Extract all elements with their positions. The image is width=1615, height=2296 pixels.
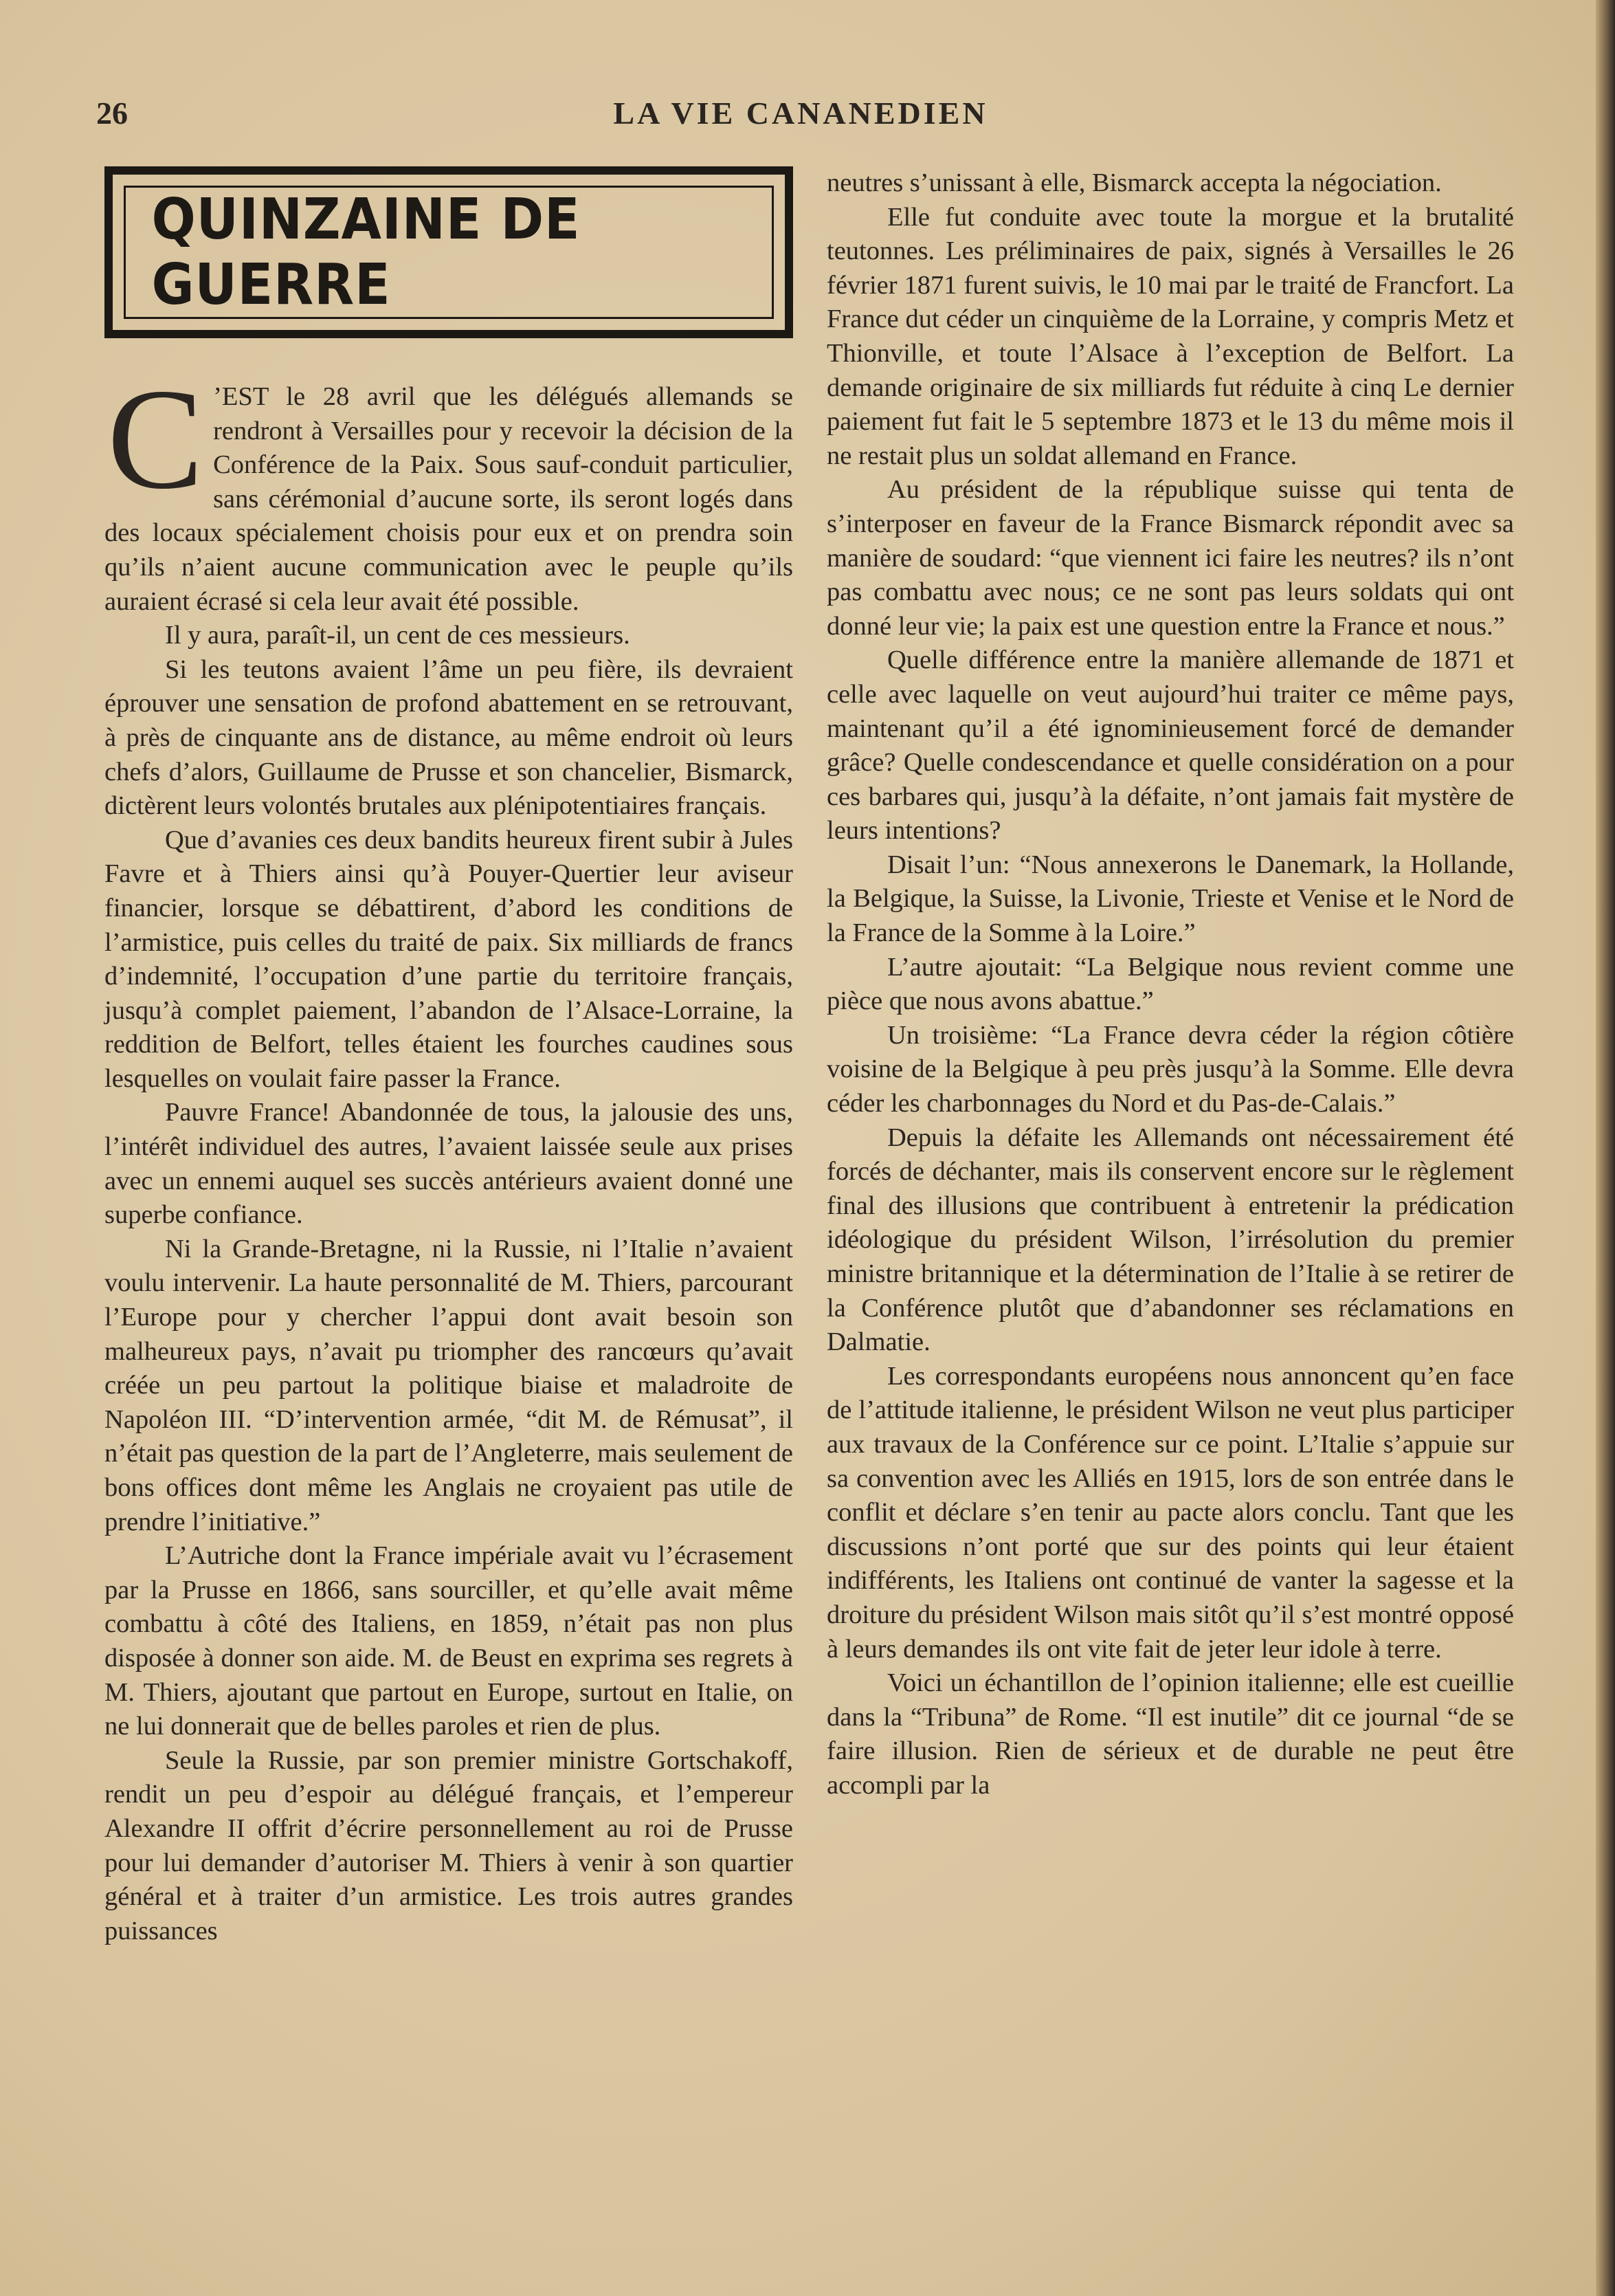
article-paragraph: L’autre ajoutait: “La Belgique nous revient comme une pièce que nous avons abattue.” [827,952,1514,1016]
page-number: 26 [96,96,128,131]
article-paragraph: Un troisième: “La France devra céder la région côtière voisine de la Belgique à peu près jusqu’à la Somme. Elle devra céder les charbonnages du Nord et du Pas-de-Calais.” [827,1020,1514,1118]
article-paragraph: Si les teutons avaient l’âme un peu fière, ils devraient éprouver une sensation de profond abattement en se retrouvant, à près de cinquante ans de distance, au même endroit où leurs chefs d’alors, Guillaume de Prusse et son chancelier, Bismarck, dictèrent leurs volontés brutales aux plénipotentiaires français. [104,654,793,821]
article-paragraph: Seule la Russie, par son premier ministre Gortschakoff, rendit un peu d’espoir au délégué français, et l’empereur Alexandre II offrit d’écrire personnellement au roi de Prusse pour lui demander d’autoriser M. Thiers à venir à son quartier général et à traiter d’un armistice. Les trois autres grandes puissances [104,1745,793,1945]
article-paragraph: L’Autriche dont la France impériale avait vu l’écrasement par la Prusse en 1866, sans sourciller, et qu’elle avait même combattu à côté des Italiens, en 1859, n’était pas non plus disposée à donner son aide. M. de Beust en exprima ses regrets à M. Thiers, ajoutant que partout en Europe, surtout en Italie, on ne lui donnerait que de belles paroles et rien de plus. [104,1541,793,1741]
article-paragraph: Pauvre France! Abandonnée de tous, la jalousie des uns, l’intérêt individuel des autres, l’avaient laissée seule aux prises avec un ennemi auquel ses succès antérieurs avaient donné une superbe confiance. [104,1098,793,1230]
article-paragraph: neutres s’unissant à elle, Bismarck accepta la négociation. [827,168,1442,197]
article-paragraph: Il y aura, paraît-il, un cent de ces messieurs. [165,621,630,650]
article-paragraph: Quelle différence entre la manière allemande de 1871 et celle avec laquelle on veut aujourd’hui traiter ce même pays, maintenant qu’il a été ignominieusement forcé de demander grâce? Quelle condescendance et quelle considération on a pour ces barbares qui, jusqu’à la défaite, n’ont jamais fait mystère de leurs intentions? [827,645,1514,846]
page-header [96,89,1505,137]
article-paragraph: C ’EST le 28 avril que les délégués allemands se rendront à Versailles pour y recevoir la décision de la Conférence de la Paix. Sous sauf-conduit particulier, sans cérémonial d’aucune sorte, ils seront logés dans des locaux spécialement choisis pour eux et on prendra soin qu’ils n’aient aucune communication avec le peuple qu’ils auraient écrasé si cela leur avait été possible. [104,360,793,616]
article-paragraph: Elle fut conduite avec toute la morgue et la brutalité teutonnes. Les préliminaires de paix, signés à Versailles le 26 février 1871 furent suivis, le 10 mai par le traité de Francfort. La France dut céder un cinquième de la Lorraine, y compris Metz et Thionville, et toute l’Alsace à l’exception de Belfort. La demande originaire de six milliards fut réduite à cinq Le dernier paiement fut fait le 5 septembre 1873 et le 13 du même mois il ne restait plus un soldat allemand en France. [827,202,1514,470]
page-edge-shadow [1596,0,1615,2296]
article-paragraph: Au président de la république suisse qui tenta de s’interposer en faveur de la France Bismarck répondit avec sa manière de soudard: “que viennent ici faire les neutres? ils n’ont pas combattu avec nous; ce ne sont pas leurs soldats qui ont donné leur vie; la paix est une question entre la France et nous.” [827,475,1514,641]
article-paragraph: Depuis la défaite les Allemands ont nécessairement été forcés de déchanter, mais ils conservent encore sur le règlement final des illusions que contribuent à entretenir la prédication idéologique du président Wilson, l’irrésolution du premier ministre britannique et la détermination de l’Italie à se retirer de la Conférence plutôt que d’abandonner ses réclamations en Dalmatie. [827,1123,1514,1357]
article-paragraph: Voici un échantillon de l’opinion italienne; elle est cueillie dans la “Tribuna” de Rome. “Il est inutile” dit ce journal “de se faire illusion. Rien de sérieux et de durable ne peut être accompli par la [827,1668,1514,1800]
headline-inner-frame [124,186,774,319]
article-paragraph: Disait l’un: “Nous annexerons le Danemark, la Hollande, la Belgique, la Suisse, la Livonie, Trieste et Venise et le Nord de la France de la Somme à la Loire.” [827,850,1514,948]
article-paragraph: Les correspondants européens nous annoncent qu’en face de l’attitude italienne, le président Wilson ne veut plus participer aux travaux de la Conférence sur ce point. L’Italie s’appuie sur sa convention avec les Alliés en 1915, lors de son entrée dans le conflit et déclare s’en tenir au pacte alors conclu. Tant que les discussions n’ont porté que sur des points qui leur étaient indifférents, les Italiens ont continué de vanter la sagesse et la droiture du président Wilson mais sitôt qu’il s’est montré opposé à leurs demandes ils ont vite fait de jeter leur idole à terre. [827,1361,1514,1664]
drop-cap: C [107,360,204,519]
headline-frame [104,166,793,338]
article-headline: QUINZAINE DE GUERRE [151,187,581,318]
article-left-column [104,360,793,1948]
article-paragraph: Ni la Grande-Bretagne, ni la Russie, ni l’Italie n’avaient voulu intervenir. La haute personnalité de M. Thiers, parcourant l’Europe pour y chercher l’appui dont avait besoin son malheureux pays, n’avait pu triompher des rancœurs qu’avait créée un peu partout la politique biaise et maladroite de Napoléon III. “D’intervention armée, “dit M. de Rémusat”, il n’était pas question de la part de l’Angleterre, mais seulement de bons offices dont même les Anglais ne croyaient pas utile de prendre l’initiative.” [104,1234,793,1536]
article-right-column [827,166,1514,1803]
article-paragraph: Que d’avanies ces deux bandits heureux firent subir à Jules Favre et à Thiers ainsi qu’à Pouyer-Quertier leur aviseur financier, lorsque se débattirent, d’abord les conditions de l’armistice, puis celles du traité de paix. Six milliards de francs d’indemnité, l’occupation d’une partie du territoire français, jusqu’à complet paiement, l’abandon de l’Alsace-Lorraine, la reddition de Belfort, telles étaient les fourches caudines sous lesquelles on voulait faire passer la France. [104,825,793,1093]
publication-title: LA VIE CANANEDIEN [613,96,988,131]
